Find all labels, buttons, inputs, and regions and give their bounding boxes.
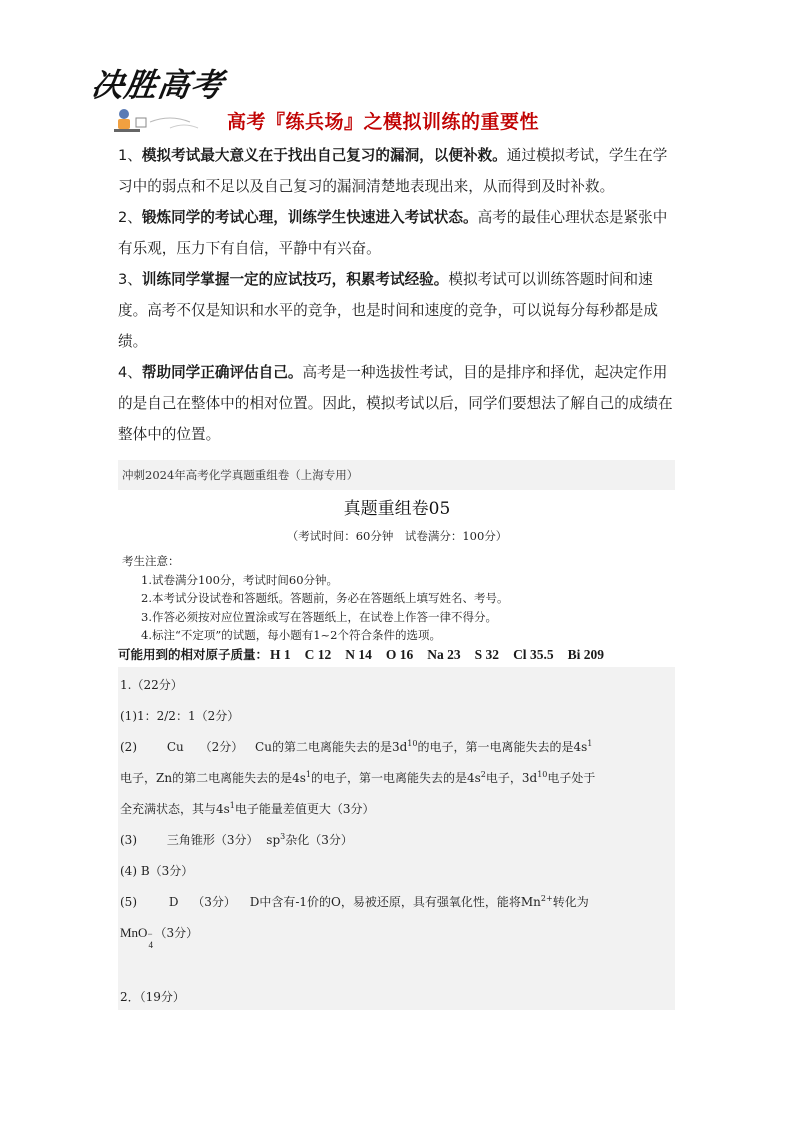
answer-text: 转化为: [552, 895, 589, 909]
answer-text: 电子，3d: [485, 771, 538, 785]
answer-text: 的电子，第一电离能失去的是4s: [310, 771, 481, 785]
point-text: 模拟考试可以训练答题时间和速度。高考不仅是知识和水平的竞争，也是时间和速度的竞争，可以说每分每秒都是成绩。: [118, 271, 658, 350]
notice-item: 2.本考试分设试卷和答题纸。答题前，务必在答题纸上填写姓名、考号。: [141, 591, 509, 605]
mass-item: N 14: [345, 647, 372, 662]
superscript: 2: [480, 770, 486, 779]
mass-item: Cl 35.5: [513, 647, 554, 662]
logo-text: 决胜高考: [89, 66, 227, 104]
point-emphasis: 训练同学掌握一定的应试技巧，积累考试经验。: [141, 271, 449, 288]
question-heading: 2．（19分）: [120, 990, 185, 1004]
answer-number: (5): [120, 895, 137, 909]
intro-point: [118, 140, 678, 202]
point-text: 高考是一种选拔性考试，目的是排序和择优，起决定作用的是自己在整体中的相对位置。因此，模拟考试以后，同学们要想法了解自己的成绩在整体中的位置。: [118, 364, 673, 443]
student-illustration-icon: [110, 104, 220, 138]
intro-point: [118, 202, 678, 264]
mass-item: C 12: [304, 647, 332, 662]
answer-line: [120, 831, 675, 848]
formula-subscript: 4: [148, 940, 153, 950]
answer-text: 电子能量差值更大（3分）: [234, 802, 375, 816]
point-number: 1、: [118, 147, 142, 164]
answer-text: 电子，Zn的第二电离能失去的是4s: [120, 771, 306, 785]
answer-line: (4) B（3分）: [120, 864, 194, 878]
intro-point: [118, 264, 678, 357]
answer-text: sp: [266, 833, 281, 847]
answer-number: (3): [120, 833, 137, 847]
superscript: 10: [407, 739, 418, 748]
point-number: 2、: [118, 209, 142, 226]
superscript: 1: [229, 801, 235, 810]
point-emphasis: 模拟考试最大意义在于找出自己复习的漏洞，以便补救。: [141, 147, 507, 164]
page-title: 高考『练兵场』之模拟训练的重要性: [227, 111, 540, 133]
point-number: 3、: [118, 271, 142, 288]
answer-text: 杂化（3分）: [285, 833, 353, 847]
answer-text: 三角锥形（3分）: [166, 833, 259, 847]
atomic-masses: [118, 645, 604, 663]
mass-item: H 1: [270, 647, 291, 662]
mass-item: O 16: [385, 647, 414, 662]
answer-text: 全充满状态，其与4s: [120, 802, 230, 816]
superscript: 10: [537, 770, 548, 779]
notice-item: 3.作答必须按对应位置涂或写在答题纸上，在试卷上作答一律不得分。: [141, 609, 497, 624]
notice-title: 考生注意：: [122, 554, 180, 568]
answer-key: D: [168, 895, 179, 909]
permanganate-formula: [120, 925, 154, 950]
mass-item: Bi 209: [567, 647, 604, 662]
formula-base: MnO: [120, 925, 148, 940]
answer-line: [120, 800, 675, 817]
superscript: 3: [280, 832, 286, 841]
point-text: 通过模拟考试，学生在学习中的弱点和不足以及自己复习的漏洞清楚地表现出来，从而得到及时补救。: [118, 147, 668, 195]
answer-score: （3分）: [154, 926, 199, 940]
question-heading: 1.（22分）: [120, 678, 183, 692]
superscript: 1: [587, 739, 593, 748]
candidate-notice: [122, 552, 508, 645]
point-text: 高考的最佳心理状态是紧张中有乐观，压力下有自信，平静中有兴奋。: [118, 209, 668, 257]
intro-section: [118, 140, 678, 450]
answer-text: Cu的第二电离能失去的是3d: [255, 740, 408, 754]
answer-line: [120, 924, 675, 950]
answer-key: Cu: [166, 740, 184, 754]
notice-item: 1.试卷满分100分，考试时间60分钟。: [141, 572, 339, 587]
answer-score: （3分）: [192, 895, 236, 909]
formula-charge: −: [147, 929, 153, 939]
masses-label: 可能用到的相对原子质量：: [118, 647, 269, 662]
answer-line: [120, 893, 675, 910]
answer-score: （2分）: [199, 740, 244, 754]
intro-point: [118, 357, 678, 450]
paper-subtitle: （考试时间：60分钟 试卷满分：100分）: [286, 529, 508, 543]
point-emphasis: 帮助同学正确评估自己。: [141, 364, 303, 381]
answer-number: (2): [120, 740, 137, 754]
point-number: 4、: [118, 364, 142, 381]
answer-text: 的电子，第一电离能失去的是4s: [417, 740, 588, 754]
superscript: 1: [305, 770, 311, 779]
answer-line: (1)1：2/2：1（2分）: [120, 709, 240, 723]
superscript: 2+: [540, 894, 553, 903]
paper-title: 真题重组卷05: [343, 499, 451, 519]
logo: [89, 60, 227, 140]
series-label: 冲刺2024年高考化学真题重组卷（上海专用）: [122, 468, 359, 482]
notice-item: 4.标注“不定项”的试题，每小题有1~2个符合条件的选项。: [141, 628, 441, 642]
point-emphasis: 锻炼同学的考试心理，训练学生快速进入考试状态。: [141, 209, 478, 226]
answer-text: D中含有-1价的O，易被还原，具有强氧化性，能将Mn: [249, 895, 541, 909]
answer-line: [120, 738, 675, 755]
answer-line: [120, 769, 675, 786]
answer-text: 电子处于: [547, 771, 596, 785]
mass-item: Na 23: [427, 647, 461, 662]
mass-item: S 32: [474, 647, 500, 662]
